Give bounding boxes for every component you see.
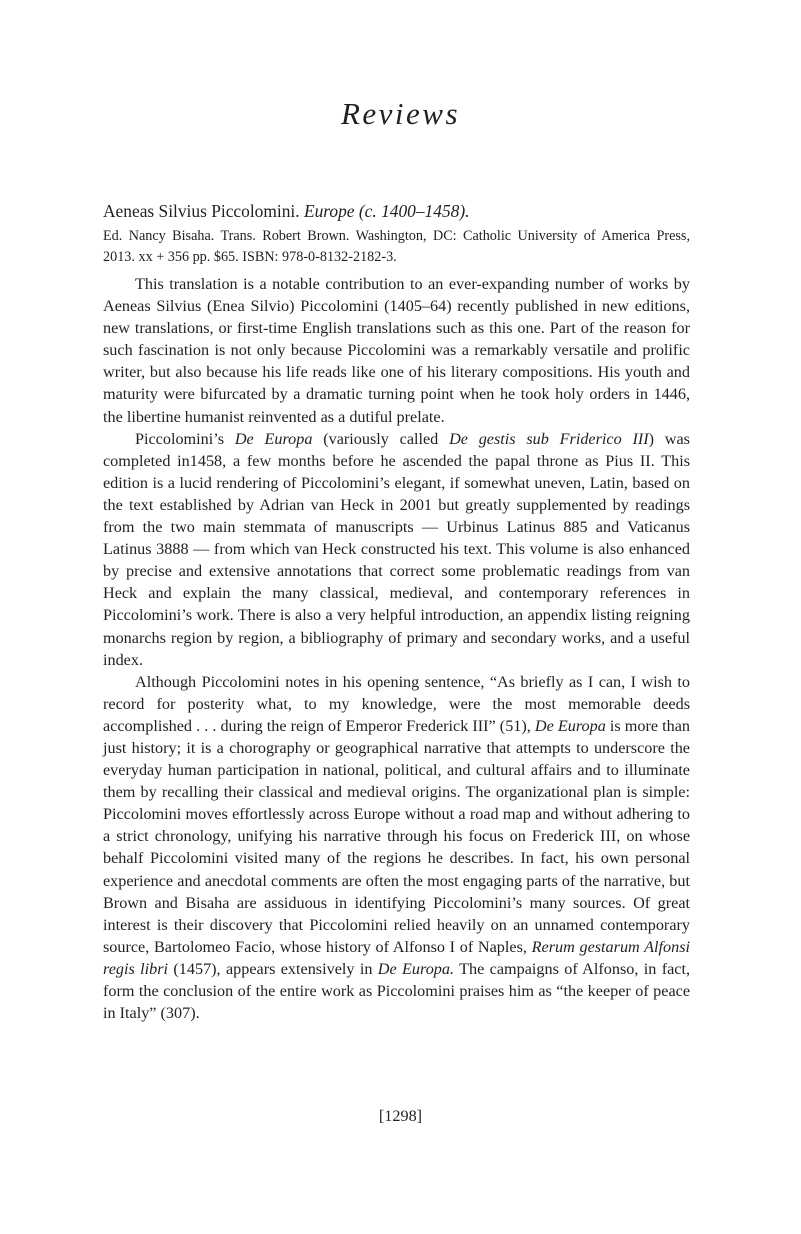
text-run: (variously called [312,429,450,448]
italic-text-run: De gestis sub Friderico III [449,429,649,448]
text-run: The campaigns of Alfonso, in fact, form the conclusion of the entire work as Piccolomini praises him as “the keeper of peace in Italy” (307). [103,959,690,1023]
citation-author: Aeneas Silvius Piccolomini. [103,201,300,221]
paragraph [103,273,690,428]
text-run: (1457), appears extensively in [168,959,378,978]
text-run: Although Piccolomini notes in his opening sentence, “As briefly as I can, I wish to record for posterity what, to my knowledge, were the most memorable deeds accomplished . . . during the reign of Emperor Frederick III” (51), [103,672,690,735]
text-run: This translation is a notable contribution to an ever-expanding number of works by Aeneas Silvius (Enea Silvio) Piccolomini (1405–64) recently published in new editions, new translations, or first-time English translations such as this one. Part of the reason for such fascination is not only because Piccolomini was a remarkably versatile and prolific writer, but also because his life reads like one of his literary compositions. His youth and maturity were bifurcated by a dramatic turning point when he took holy orders in 1446, the libertine humanist reinvented as a dutiful prelate. [103,275,690,426]
text-run: is more than just history; it is a chorography or geographical narrative that attempts to underscore the everyday human participation in national, political, and cultural affairs and to illuminate them by recalling their classical and medieval origins. The organizational plan is simple: Piccolomini moves effortlessly across Europe without a road map and without adhering to a strict chronology, unifying his narrative through his focus on Frederick III, on whose behalf Piccolomini visited many of the regions he describes. In fact, his own personal experience and anecdotal comments are often the most engaging parts of the narrative, but Brown and Bisaha are assiduous in identifying Piccolomini’s many sources. Of great interest is their discovery that Piccolomini relied heavily on an unnamed contemporary source, Bartolomeo Facio, whose history of Alfonso I of Naples, [103,716,690,956]
section-header: Reviews [340,96,461,131]
page-number: [1298] [378,1107,423,1125]
review-body [103,273,690,1024]
italic-text-run: De Europa [234,429,313,448]
citation-book-title: Europe (c. 1400–1458). [303,201,470,221]
text-run: Piccolomini’s [135,429,235,448]
paragraph [103,428,690,671]
review-citation [103,199,690,268]
italic-text-run: Rerum gestarum Alfonsi regis libri [103,937,690,978]
paragraph [103,671,690,1025]
citation-details: Ed. Nancy Bisaha. Trans. Robert Brown. Washington, DC: Catholic University of America Press, 2013. xx + 356 pp. $65. ISBN: 978-0-8132-2182-3. [103,228,690,265]
citation-title-line [103,199,690,223]
italic-text-run: De Europa [534,716,606,735]
text-run: ) was completed in1458, a few months before he ascended the papal throne as Pius II. This edition is a lucid rendering of Piccolomini’s elegant, if somewhat uneven, Latin, based on the text established by Adrian van Heck in 2001 but greatly supplemented by readings from the two main stemmata of manuscripts — Urbinus Latinus 885 and Vaticanus Latinus 3888 — from which van Heck constructed his text. This volume is also enhanced by precise and extensive annotations that correct some problematic readings from van Heck and explain the many classical, medieval, and contemporary references in Piccolomini’s work. There is also a very helpful introduction, an appendix listing reigning monarchs region by region, a bibliography of primary and secondary works, and a useful index. [103,429,690,669]
italic-text-run: De Europa. [377,959,455,978]
